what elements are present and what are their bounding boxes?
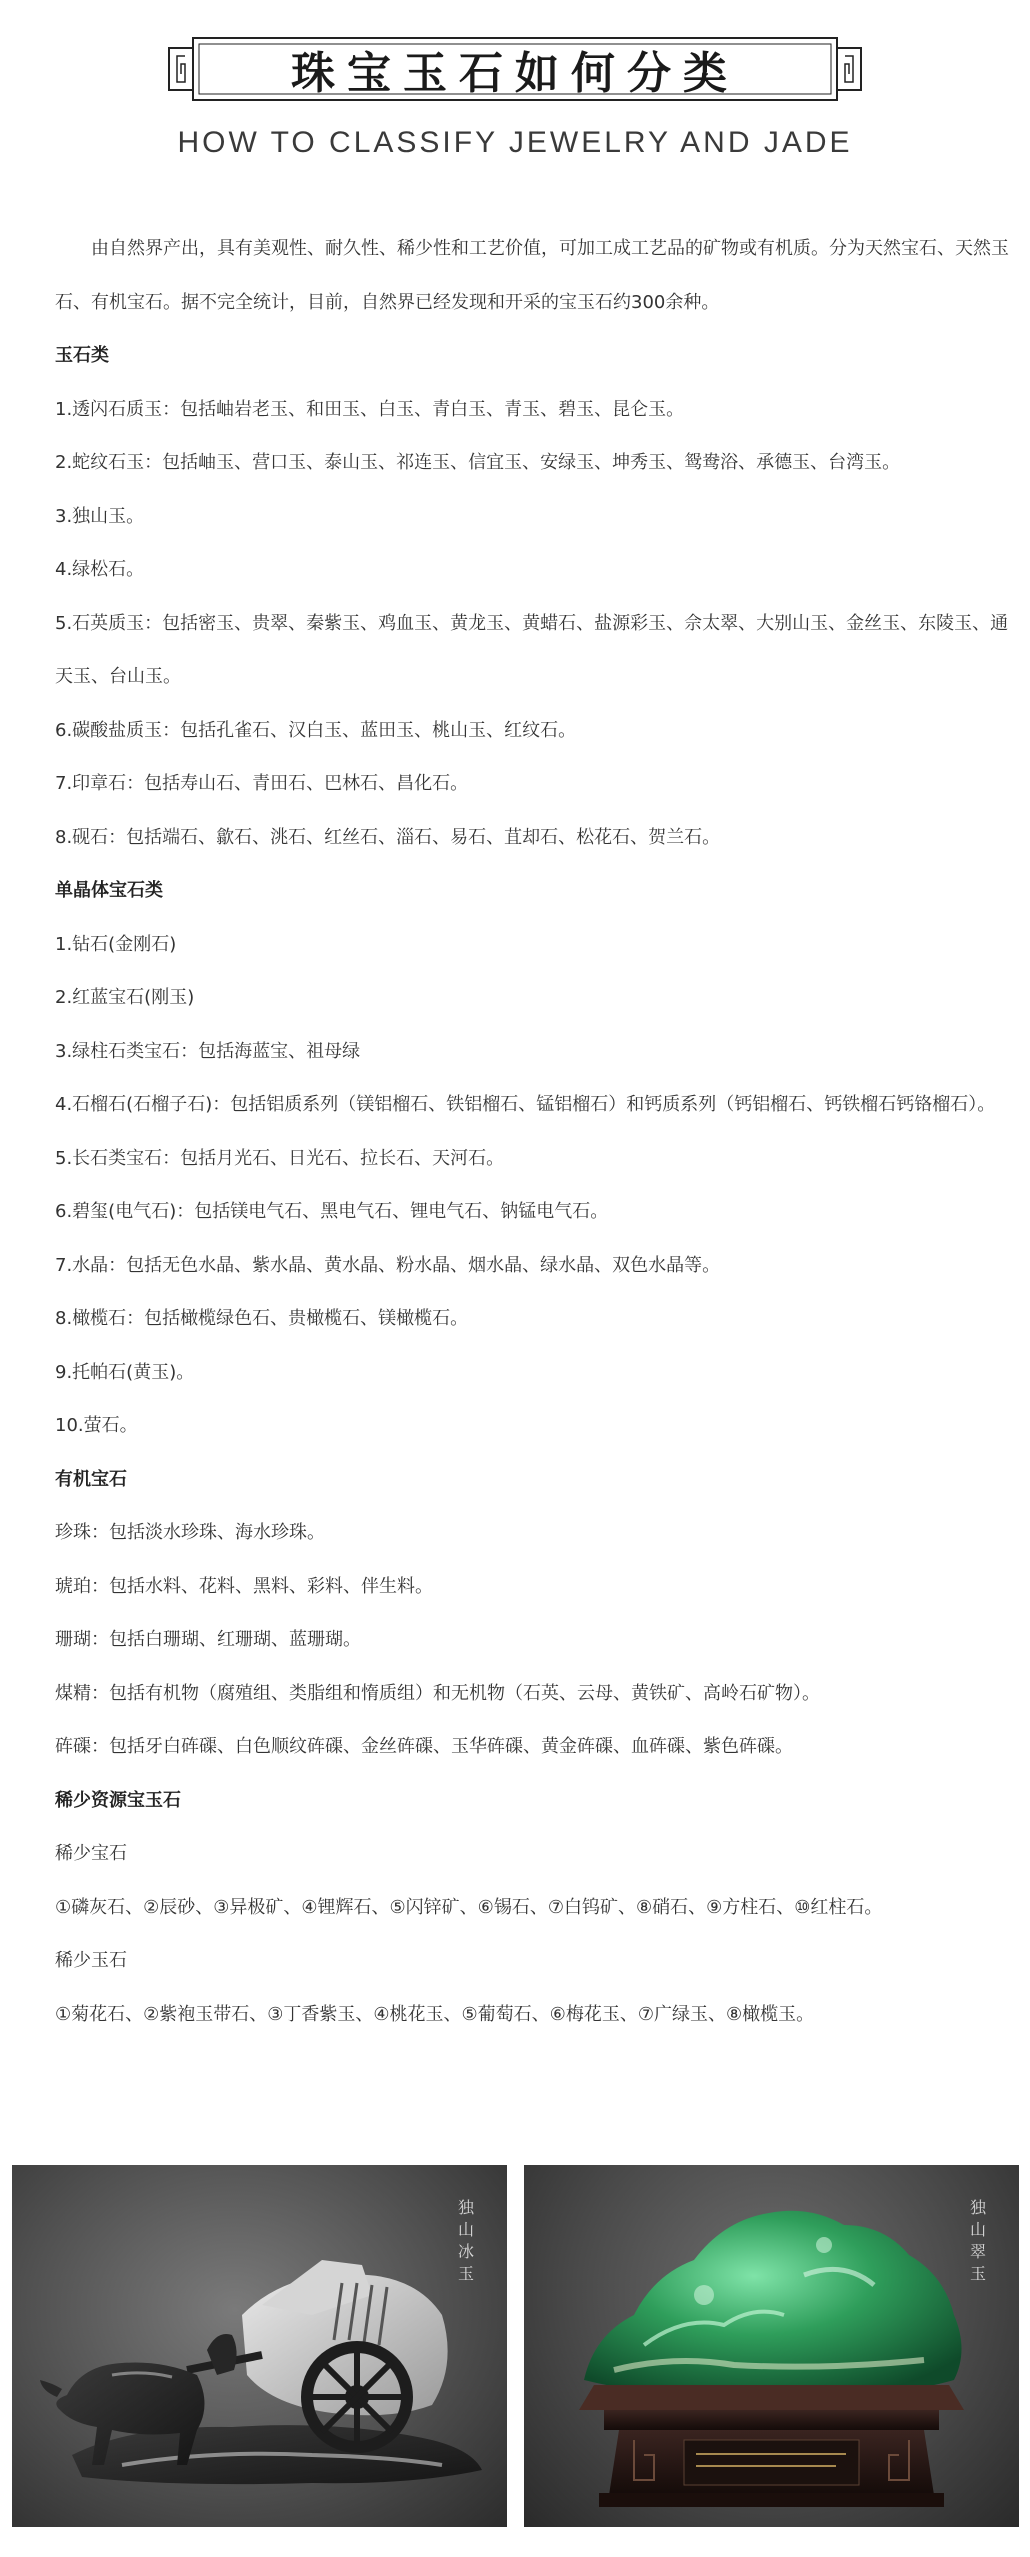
jade-item: 1.透闪石质玉：包括岫岩老玉、和田玉、白玉、青白玉、青玉、碧玉、昆仑玉。 <box>55 398 685 420</box>
rare-gem-list: ①磷灰石、②辰砂、③异极矿、④锂辉石、⑤闪锌矿、⑥锡石、⑦白钨矿、⑧硝石、⑨方柱石、⑩红柱石。 <box>55 1896 883 1918</box>
organic-item: 砗磲：包括牙白砗磲、白色顺纹砗磲、金丝砗磲、玉华砗磲、黄金砗磲、血砗磲、紫色砗磲。 <box>55 1736 793 1757</box>
intro-paragraph: 由自然界产出，具有美观性、耐久性、稀少性和工艺价值，可加工成工艺品的矿物或有机质。分为天然宝石、天然玉石、有机宝石。据不完全统计，目前，自然界已经发现和开采的宝玉石约300余种。 <box>55 238 1009 313</box>
article-body <box>55 222 1015 2041</box>
rare-gem-heading: 稀少宝石 <box>55 1843 127 1864</box>
jade-item: 3.独山玉。 <box>55 505 145 527</box>
photo-dushan-green-jade <box>524 2165 1019 2527</box>
organic-item: 煤精：包括有机物（腐殖组、类脂组和惰质组）和无机物（石英、云母、黄铁矿、高岭石矿物）。 <box>55 1682 820 1704</box>
rare-jade-heading: 稀少玉石 <box>55 1950 127 1971</box>
page-title: 珠宝玉石如何分类 <box>291 48 739 99</box>
title-frame <box>165 34 865 104</box>
section-heading-jade: 玉石类 <box>55 345 109 366</box>
jade-item: 4.绿松石。 <box>55 559 145 580</box>
crystal-item: 8.橄榄石：包括橄榄绿色石、贵橄榄石、镁橄榄石。 <box>55 1308 469 1329</box>
rare-jade-list: ①菊花石、②紫袍玉带石、③丁香紫玉、④桃花玉、⑤葡萄石、⑥梅花玉、⑦广绿玉、⑧橄榄玉。 <box>55 2003 815 2025</box>
organic-item: 珍珠：包括淡水珍珠、海水珍珠。 <box>55 1522 325 1543</box>
crystal-item: 1.钻石(金刚石) <box>55 933 177 955</box>
crystal-item: 10.萤石。 <box>55 1415 138 1436</box>
photo-dushan-ice-jade <box>12 2165 507 2527</box>
ox-cart-carving-illustration <box>12 2165 507 2527</box>
crystal-item: 7.水晶：包括无色水晶、紫水晶、黄水晶、粉水晶、烟水晶、绿水晶、双色水晶等。 <box>55 1254 721 1276</box>
section-heading-crystal: 单晶体宝石类 <box>55 880 163 901</box>
organic-item: 珊瑚：包括白珊瑚、红珊瑚、蓝珊瑚。 <box>55 1629 361 1650</box>
crystal-item: 3.绿柱石类宝石：包括海蓝宝、祖母绿 <box>55 1040 361 1062</box>
photo-caption-left: 独山冰玉 <box>457 2198 474 2283</box>
jade-item: 5.石英质玉：包括密玉、贵翠、秦紫玉、鸡血玉、黄龙玉、黄蜡石、盐源彩玉、佘太翠、大别山玉、金丝玉、东陵玉、通天玉、台山玉。 <box>55 612 1009 687</box>
photo-caption-right: 独山翠玉 <box>969 2198 986 2283</box>
page-subtitle: HOW TO CLASSIFY JEWELRY AND JADE <box>177 126 853 159</box>
crystal-item: 9.托帕石(黄玉)。 <box>55 1361 195 1383</box>
organic-item: 琥珀：包括水料、花料、黑料、彩料、伴生料。 <box>55 1575 433 1597</box>
crystal-item: 5.长石类宝石：包括月光石、日光石、拉长石、天河石。 <box>55 1147 505 1169</box>
crystal-item: 4.石榴石(石榴子石)：包括铝质系列（镁铝榴石、铁铝榴石、锰铝榴石）和钙质系列（钙铝榴石、钙铁榴石钙铬榴石）。 <box>55 1094 996 1115</box>
jade-item: 7.印章石：包括寿山石、青田石、巴林石、昌化石。 <box>55 773 469 794</box>
section-heading-rare: 稀少资源宝玉石 <box>55 1789 181 1811</box>
section-heading-organic: 有机宝石 <box>55 1468 127 1490</box>
crystal-item: 6.碧玺(电气石)：包括镁电气石、黑电气石、锂电气石、钠锰电气石。 <box>55 1201 609 1222</box>
jade-item: 2.蛇纹石玉：包括岫玉、营口玉、泰山玉、祁连玉、信宜玉、安绿玉、坤秀玉、鸳鸯浴、承德玉、台湾玉。 <box>55 452 901 473</box>
green-mountain-carving-illustration <box>524 2165 1019 2527</box>
jade-item: 6.碳酸盐质玉：包括孔雀石、汉白玉、蓝田玉、桃山玉、红纹石。 <box>55 719 577 741</box>
crystal-item: 2.红蓝宝石(刚玉) <box>55 987 195 1008</box>
jade-item: 8.砚石：包括端石、歙石、洮石、红丝石、淄石、易石、苴却石、松花石、贺兰石。 <box>55 826 721 848</box>
